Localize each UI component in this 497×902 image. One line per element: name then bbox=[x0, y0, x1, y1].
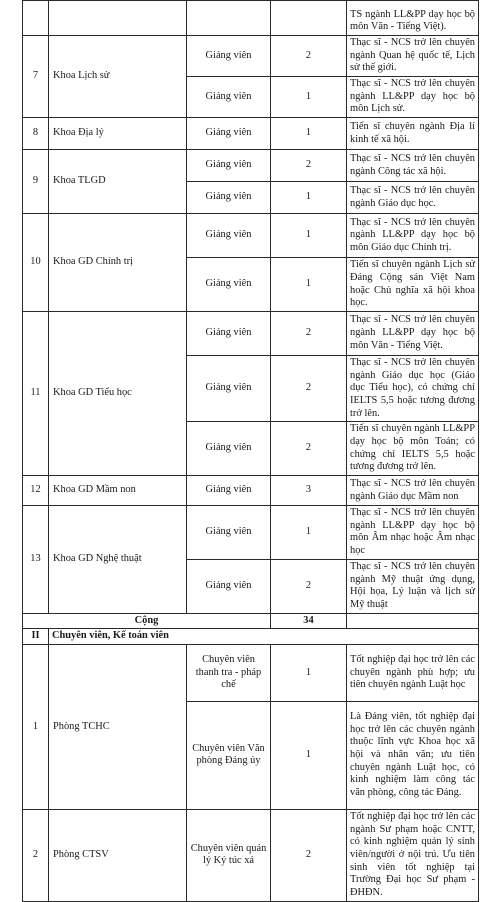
requirement-cell: Tiến sĩ chuyên ngành LL&PP dạy học bộ môn Toán; có chứng chỉ IELTS 5,5 hoặc tương đương trở lên. bbox=[347, 422, 479, 476]
position-cell: Giảng viên bbox=[187, 355, 271, 421]
position-cell: Giảng viên bbox=[187, 258, 271, 312]
position-cell: Giảng viên bbox=[187, 36, 271, 77]
row-number: 8 bbox=[23, 118, 49, 150]
position-cell: Giảng viên bbox=[187, 77, 271, 118]
requirement-cell: Là Đảng viên, tốt nghiệp đại học trở lên các chuyên ngành thuộc lĩnh vực Khoa học xã hội và nhân văn; ưu tiên chuyên ngành Luật học, có kinh nghiệm làm công tác văn phòng, công tác Đảng. bbox=[347, 701, 479, 809]
position-cell: Giảng viên bbox=[187, 311, 271, 355]
requirement-cell: Thạc sĩ - NCS trở lên chuyên ngành Giáo dục Mầm non bbox=[347, 476, 479, 506]
quantity-cell: 3 bbox=[271, 476, 347, 506]
section-number: II bbox=[23, 629, 49, 645]
unit-name: Khoa GD Nghệ thuật bbox=[49, 506, 187, 614]
unit-name: Phòng TCHC bbox=[49, 644, 187, 809]
requirement-cell: Thạc sĩ - NCS trở lên chuyên ngành Mỹ thuật ứng dụng, Hội họa, Lý luận và lịch sử Mỹ thuật bbox=[347, 559, 479, 613]
requirement-cell: Thạc sĩ - NCS trở lên chuyên ngành Quan hệ quốc tế, Lịch sử thế giới. bbox=[347, 36, 479, 77]
quantity-cell: 2 bbox=[271, 311, 347, 355]
position-cell: Giảng viên bbox=[187, 118, 271, 150]
position-cell: Giảng viên bbox=[187, 150, 271, 182]
table-row bbox=[23, 214, 479, 258]
table-row bbox=[23, 644, 479, 701]
unit-name: Khoa TLGD bbox=[49, 150, 187, 214]
requirement-cell: Thạc sĩ - NCS trở lên chuyên ngành Giáo dục học. bbox=[347, 182, 479, 214]
row-number: 2 bbox=[23, 809, 49, 901]
table-row bbox=[23, 476, 479, 506]
position-cell: Giảng viên bbox=[187, 422, 271, 476]
row-number: 10 bbox=[23, 214, 49, 312]
quantity-cell: 1 bbox=[271, 258, 347, 312]
quantity-cell: 2 bbox=[271, 150, 347, 182]
requirement-cell: Tốt nghiệp đại học trở lên các chuyên ngành phù hợp; ưu tiên chuyên ngành Luật học bbox=[347, 644, 479, 701]
recruitment-table bbox=[22, 0, 479, 902]
requirement-cell: Tiến sĩ chuyên ngành Lịch sử Đảng Cộng sản Việt Nam hoặc Chủ nghĩa xã hội khoa học. bbox=[347, 258, 479, 312]
unit-name: Khoa GD Chính trị bbox=[49, 214, 187, 312]
row-number: 11 bbox=[23, 311, 49, 475]
table-row bbox=[23, 809, 479, 901]
row-number: 13 bbox=[23, 506, 49, 614]
unit-name: Khoa Lịch sử bbox=[49, 36, 187, 118]
requirement-cell: Thạc sĩ - NCS trở lên chuyên ngành LL&PP dạy học bộ môn Âm nhạc hoặc Âm nhạc học bbox=[347, 506, 479, 560]
unit-name: Phòng CTSV bbox=[49, 809, 187, 901]
document-page bbox=[22, 0, 478, 902]
table-row bbox=[23, 36, 479, 77]
requirement-cell: Thạc sĩ - NCS trở lên chuyên ngành LL&PP dạy học bộ môn Giáo dục Chính trị. bbox=[347, 214, 479, 258]
row-number: 12 bbox=[23, 476, 49, 506]
position-cell: Chuyên viên quản lý Ký túc xá bbox=[187, 809, 271, 901]
unit-name: Khoa Địa lý bbox=[49, 118, 187, 150]
quantity-cell: 1 bbox=[271, 182, 347, 214]
total-quantity: 34 bbox=[271, 613, 347, 629]
quantity-cell: 1 bbox=[271, 644, 347, 701]
total-row bbox=[23, 613, 479, 629]
quantity-cell: 1 bbox=[271, 77, 347, 118]
table-row bbox=[23, 1, 479, 36]
section-title: Chuyên viên, Kế toán viên bbox=[49, 629, 479, 645]
requirement-cell: Tiến sĩ chuyên ngành Địa lí kinh tế xã hội. bbox=[347, 118, 479, 150]
requirement-cell: Thạc sĩ - NCS trở lên chuyên ngành LL&PP dạy học bộ môn Lịch sử. bbox=[347, 77, 479, 118]
row-number: 7 bbox=[23, 36, 49, 118]
row-number: 9 bbox=[23, 150, 49, 214]
position-cell: Giảng viên bbox=[187, 182, 271, 214]
position-cell: Giảng viên bbox=[187, 214, 271, 258]
quantity-cell: 2 bbox=[271, 36, 347, 77]
table-row bbox=[23, 506, 479, 560]
position-cell: Giảng viên bbox=[187, 476, 271, 506]
requirement-cell: Thạc sĩ - NCS trở lên chuyên ngành Công tác xã hội. bbox=[347, 150, 479, 182]
quantity-cell: 1 bbox=[271, 118, 347, 150]
position-cell: Chuyên viên Văn phòng Đảng ủy bbox=[187, 701, 271, 809]
requirement-cell: Tốt nghiệp đại học trở lên các ngành Sư phạm hoặc CNTT, có kinh nghiệm quản lý sinh viên/người ở nội trú. Ưu tiên sinh viên tốt nghiệp tại Trường Đại học Sư phạm - ĐHĐN. bbox=[347, 809, 479, 901]
position-cell: Chuyên viên thanh tra - pháp chế bbox=[187, 644, 271, 701]
row-number: 1 bbox=[23, 644, 49, 809]
quantity-cell: 1 bbox=[271, 214, 347, 258]
total-label: Cộng bbox=[23, 613, 271, 629]
requirement-cell: Thạc sĩ - NCS trở lên chuyên ngành LL&PP dạy học bộ môn Văn - Tiếng Việt. bbox=[347, 311, 479, 355]
unit-name: Khoa GD Tiểu học bbox=[49, 311, 187, 475]
section-header-row bbox=[23, 629, 479, 645]
quantity-cell: 2 bbox=[271, 559, 347, 613]
table-row bbox=[23, 118, 479, 150]
quantity-cell: 2 bbox=[271, 809, 347, 901]
requirement-cell: Thạc sĩ - NCS trở lên chuyên ngành Giáo dục học (Giáo dục Tiểu học), có chứng chỉ IELTS 5,5 hoặc tương đương trở lên. bbox=[347, 355, 479, 421]
quantity-cell: 1 bbox=[271, 701, 347, 809]
quantity-cell: 2 bbox=[271, 422, 347, 476]
table-row bbox=[23, 150, 479, 182]
quantity-cell: 2 bbox=[271, 355, 347, 421]
position-cell: Giảng viên bbox=[187, 506, 271, 560]
table-row bbox=[23, 311, 479, 355]
position-cell: Giảng viên bbox=[187, 559, 271, 613]
unit-name: Khoa GD Mầm non bbox=[49, 476, 187, 506]
requirement-cell: TS ngành LL&PP dạy học bộ môn Văn - Tiếng Việt). bbox=[347, 1, 479, 36]
quantity-cell: 1 bbox=[271, 506, 347, 560]
